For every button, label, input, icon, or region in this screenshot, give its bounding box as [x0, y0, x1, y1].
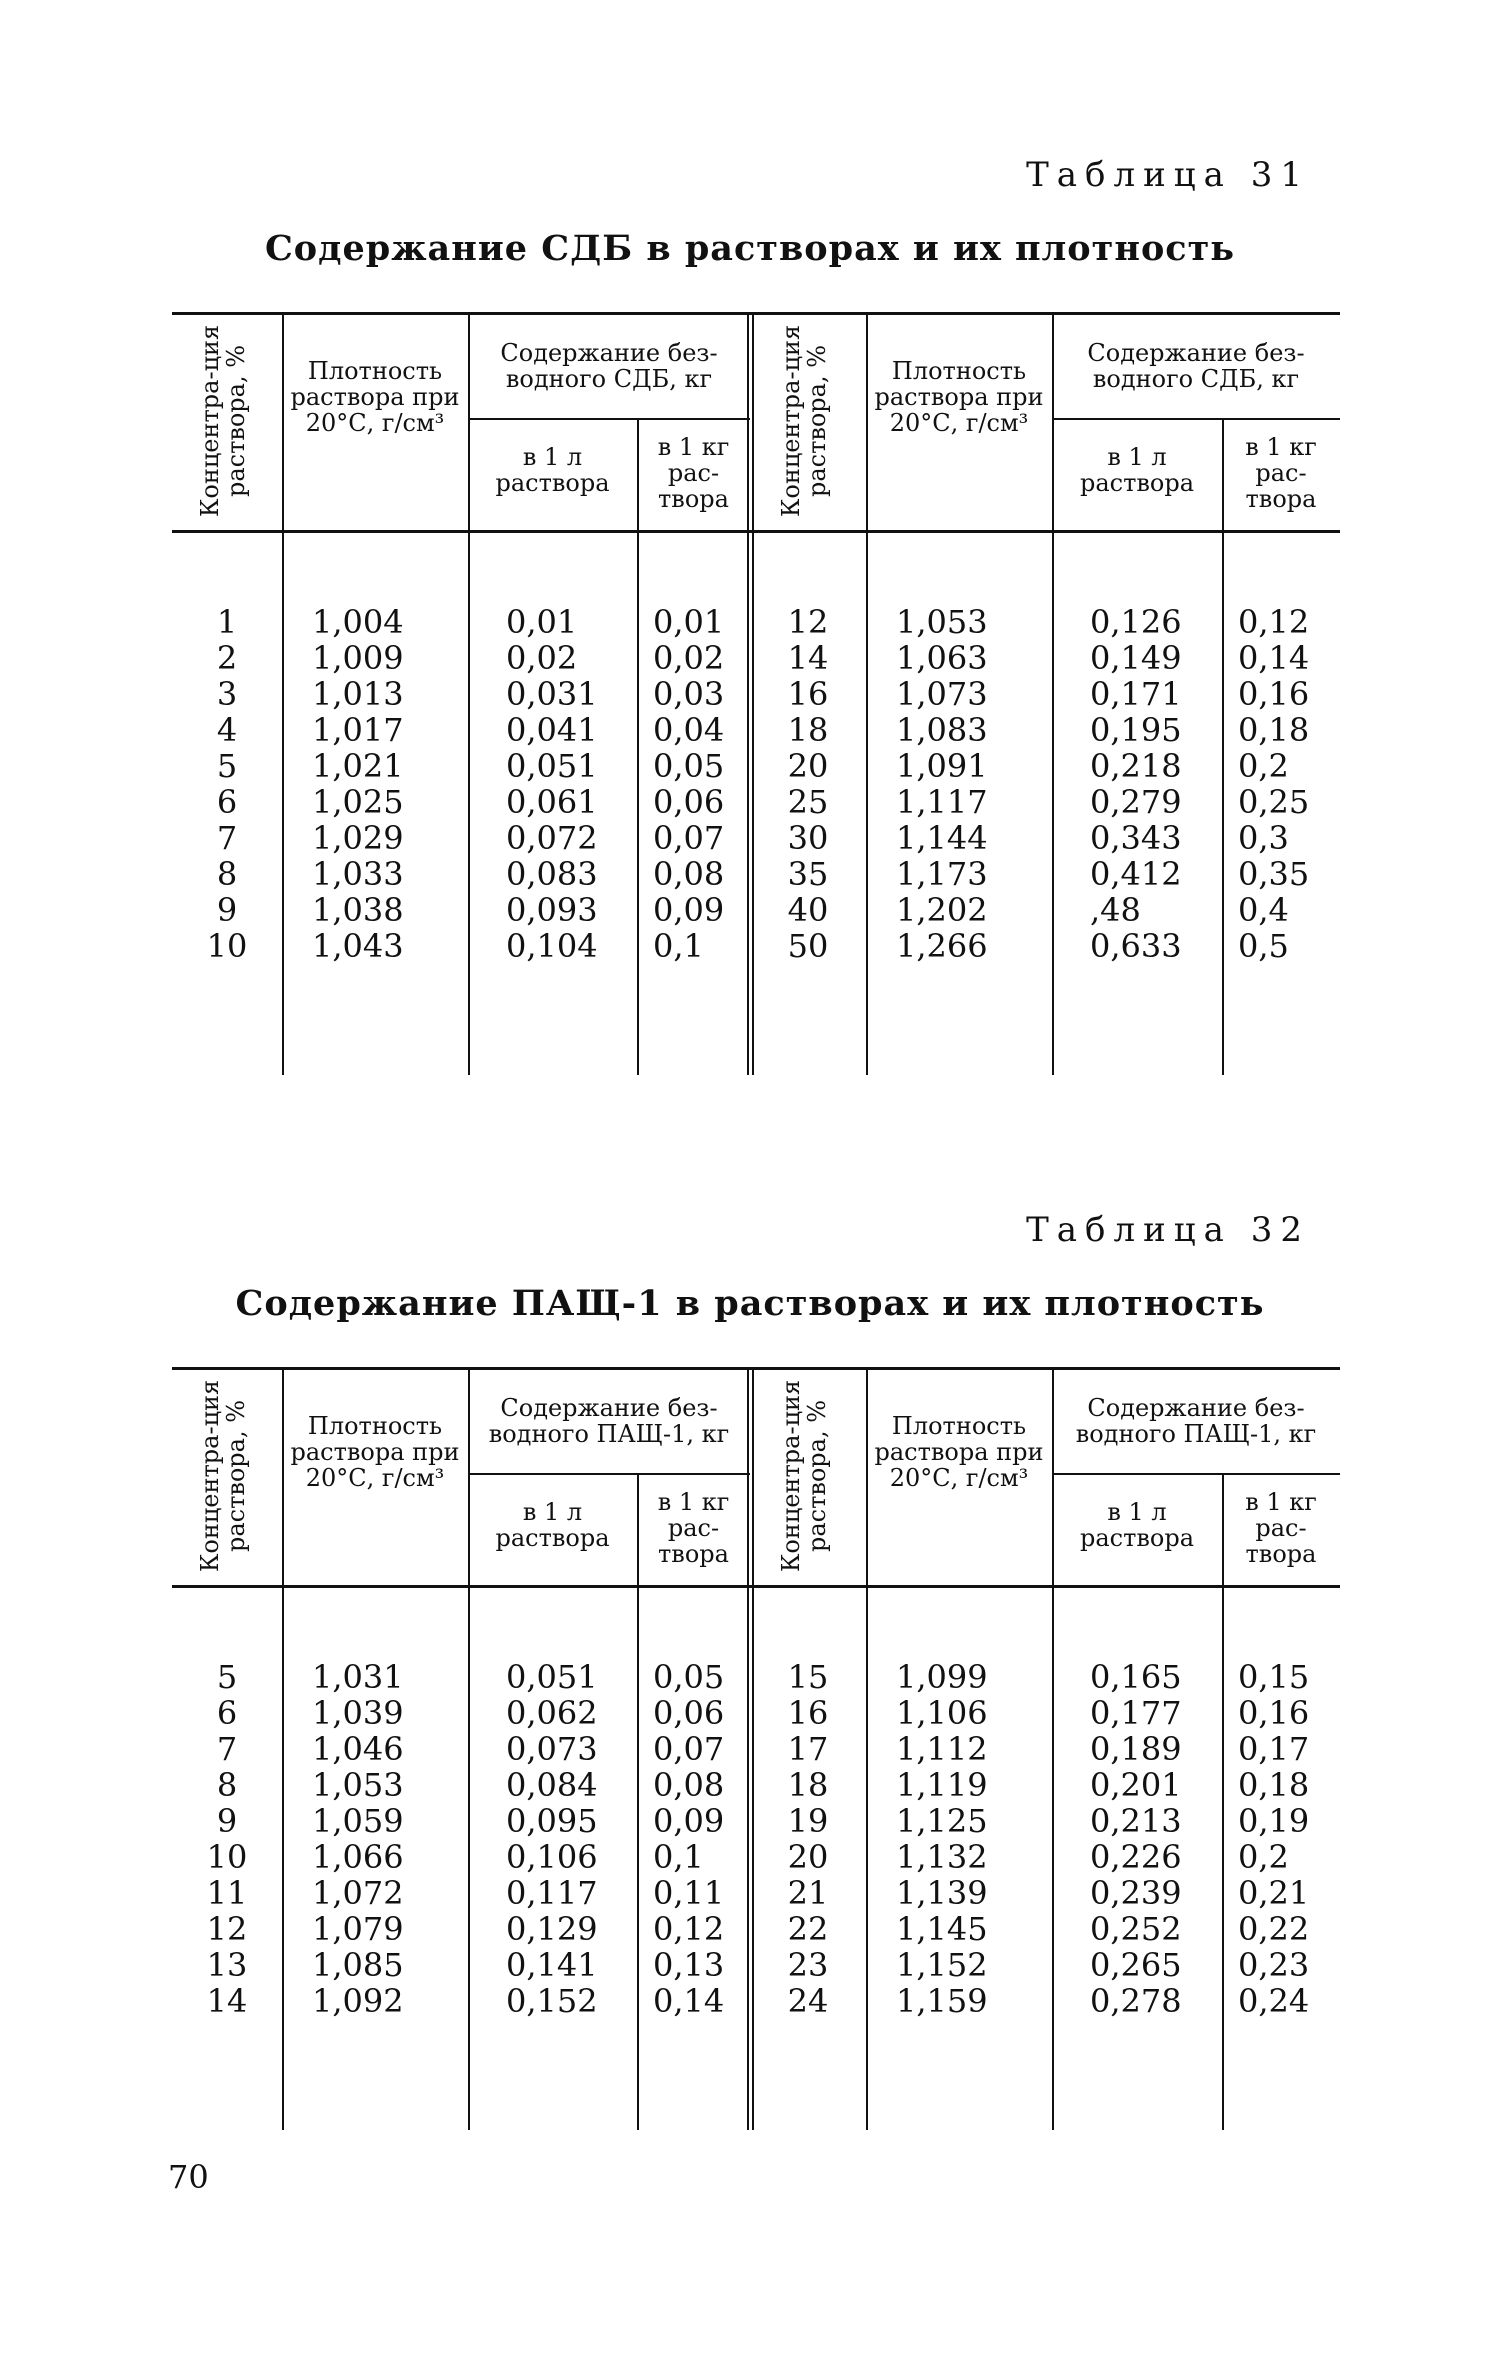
table-cell: 9 — [216, 891, 238, 929]
table-cell: 0,1 — [653, 927, 704, 965]
column-conc-right — [754, 604, 862, 964]
column-density-left — [312, 604, 458, 964]
table-cell: 1,025 — [312, 783, 404, 821]
table-cell: 1,004 — [312, 603, 404, 641]
table-cell: 0,07 — [653, 1730, 725, 1768]
column-rule — [866, 1367, 868, 2130]
table-cell: 0,062 — [506, 1694, 598, 1732]
table-cell: 1,053 — [896, 603, 988, 641]
column-density-left — [312, 1659, 458, 2019]
table-cell: 0,08 — [653, 855, 725, 893]
table-cell: 4 — [216, 711, 238, 749]
table-cell: 10 — [206, 1838, 248, 1876]
column-conc-left — [176, 1659, 278, 2019]
table-cell: 0,141 — [506, 1946, 598, 1984]
table-cell: 1,085 — [312, 1946, 404, 1984]
table-cell: 0,073 — [506, 1730, 598, 1768]
table-cell: 14 — [787, 639, 829, 677]
table-cell: 0,265 — [1090, 1946, 1182, 1984]
table-cell: 30 — [787, 819, 829, 857]
table-cell: 0,218 — [1090, 747, 1182, 785]
table-cell: 1,033 — [312, 855, 404, 893]
table-cell: 18 — [787, 1766, 829, 1804]
table-label: Таблица 32 — [1026, 1210, 1310, 1250]
table-cell: 0,117 — [506, 1874, 598, 1912]
table-cell: 12 — [206, 1910, 248, 1948]
table-cell: 0,04 — [653, 711, 725, 749]
column-rule — [282, 312, 284, 1075]
subheader-rule — [1052, 418, 1340, 420]
subheader-rule — [1052, 1473, 1340, 1475]
table-cell: 1,091 — [896, 747, 988, 785]
column-per_l-right — [1090, 1659, 1220, 2019]
table-cell: 0,226 — [1090, 1838, 1182, 1876]
header-concentration: Концентра-ция раствора, % — [777, 1379, 831, 1573]
table-cell: 0,09 — [653, 891, 725, 929]
table-cell: 0,412 — [1090, 855, 1182, 893]
table-cell: 0,13 — [653, 1946, 725, 1984]
table-cell: 0,21 — [1238, 1874, 1310, 1912]
table-cell: 1,099 — [896, 1658, 988, 1696]
header-per-liter: в 1 л раствора — [1079, 443, 1195, 497]
header-rule — [172, 1585, 1340, 1588]
table-cell: 6 — [216, 1694, 238, 1732]
table-cell: 5 — [216, 1658, 238, 1696]
header-content: Содержание без-водного ПАЩ-1, кг — [1075, 1394, 1317, 1448]
table-cell: 0,165 — [1090, 1658, 1182, 1696]
column-rule — [282, 1367, 284, 2130]
table-cell: 50 — [787, 927, 829, 965]
table-cell: 23 — [787, 1946, 829, 1984]
table-cell: 0,083 — [506, 855, 598, 893]
table-cell: 1,145 — [896, 1910, 988, 1948]
table-cell: 40 — [787, 891, 829, 929]
table-cell: 1,043 — [312, 927, 404, 965]
column-per_l-left — [506, 1659, 635, 2019]
table-cell: 1,009 — [312, 639, 404, 677]
column-per_l-right — [1090, 604, 1220, 964]
table-cell: 0,149 — [1090, 639, 1182, 677]
table-cell: 1,083 — [896, 711, 988, 749]
table-cell: 20 — [787, 1838, 829, 1876]
table-cell: 0,06 — [653, 1694, 725, 1732]
table-cell: 0,195 — [1090, 711, 1182, 749]
table-cell: 13 — [206, 1946, 248, 1984]
table-cell: 11 — [206, 1874, 248, 1912]
table-cell: 0,633 — [1090, 927, 1182, 965]
table-cell: 0,095 — [506, 1802, 598, 1840]
table-cell: 0,343 — [1090, 819, 1182, 857]
double-column-rule — [747, 1367, 754, 2130]
table-cell: 1,072 — [312, 1874, 404, 1912]
table-cell: 0,11 — [653, 1874, 725, 1912]
column-per_kg-left — [653, 1659, 746, 2019]
header-content: Содержание без-водного СДБ, кг — [1087, 339, 1305, 393]
table-cell: 0,213 — [1090, 1802, 1182, 1840]
table-cell: 0,031 — [506, 675, 598, 713]
table-cell: 0,25 — [1238, 783, 1310, 821]
table-cell: 17 — [787, 1730, 829, 1768]
table-cell: 1,119 — [896, 1766, 988, 1804]
table-cell: 0,051 — [506, 1658, 598, 1696]
table-cell: 1,202 — [896, 891, 988, 929]
table-cell: 0,126 — [1090, 603, 1182, 641]
header-density: Плотность раствора при 20°С, г/см³ — [874, 357, 1044, 437]
table-title: Содержание СДБ в растворах и их плотность — [264, 228, 1236, 269]
table-cell: 1,092 — [312, 1982, 404, 2020]
table-cell: 0,093 — [506, 891, 598, 929]
table-cell: 0,16 — [1238, 675, 1310, 713]
table-cell: 1,038 — [312, 891, 404, 929]
table-cell: 0,15 — [1238, 1658, 1310, 1696]
table-cell: 19 — [787, 1802, 829, 1840]
table-cell: 0,02 — [506, 639, 578, 677]
table-cell: 1,073 — [896, 675, 988, 713]
table-cell: 0,084 — [506, 1766, 598, 1804]
table-cell: 12 — [787, 603, 829, 641]
table-cell: 24 — [787, 1982, 829, 2020]
table-cell: 0,14 — [653, 1982, 725, 2020]
table-cell: 1,021 — [312, 747, 404, 785]
header-density: Плотность раствора при 20°С, г/см³ — [290, 357, 460, 437]
table-cell: 1,132 — [896, 1838, 988, 1876]
table-cell: 16 — [787, 675, 829, 713]
table-cell: 0,5 — [1238, 927, 1289, 965]
table-cell: 1,031 — [312, 1658, 404, 1696]
table-cell: 0,252 — [1090, 1910, 1182, 1948]
table-cell: 0,18 — [1238, 1766, 1310, 1804]
table-cell: 0,12 — [1238, 603, 1310, 641]
table-cell: 0,03 — [653, 675, 725, 713]
table-cell: 0,239 — [1090, 1874, 1182, 1912]
header-per-kg: в 1 кг рас-твора — [657, 433, 730, 513]
table-cell: 1,063 — [896, 639, 988, 677]
table-cell: 0,14 — [1238, 639, 1310, 677]
table-cell: 0,129 — [506, 1910, 598, 1948]
table-cell: 0,08 — [653, 1766, 725, 1804]
table-cell: 0,06 — [653, 783, 725, 821]
table-cell: 1,173 — [896, 855, 988, 893]
table-cell: 20 — [787, 747, 829, 785]
table-cell: 0,19 — [1238, 1802, 1310, 1840]
table-cell: 35 — [787, 855, 829, 893]
header-concentration: Концентра-ция раствора, % — [196, 324, 250, 518]
table-cell: 18 — [787, 711, 829, 749]
column-density-right — [896, 604, 1042, 964]
table-cell: 0,07 — [653, 819, 725, 857]
table-cell: 0,01 — [653, 603, 725, 641]
table-cell: 0,278 — [1090, 1982, 1182, 2020]
header-per-liter: в 1 л раствора — [495, 1498, 610, 1552]
table-cell: 1,059 — [312, 1802, 404, 1840]
column-conc-left — [176, 604, 278, 964]
table-cell: 0,061 — [506, 783, 598, 821]
table-cell: 1,152 — [896, 1946, 988, 1984]
column-density-right — [896, 1659, 1042, 2019]
header-rule — [172, 530, 1340, 533]
table-cell: 0,4 — [1238, 891, 1289, 929]
table-cell: 21 — [787, 1874, 829, 1912]
table-cell: 0,051 — [506, 747, 598, 785]
column-rule — [1052, 1367, 1054, 2130]
column-rule — [1222, 418, 1224, 1075]
table-cell: 0,12 — [653, 1910, 725, 1948]
header-per-liter: в 1 л раствора — [495, 443, 610, 497]
table-cell: 0,18 — [1238, 711, 1310, 749]
table-cell: 22 — [787, 1910, 829, 1948]
table-cell: 0,02 — [653, 639, 725, 677]
column-rule — [866, 312, 868, 1075]
table-cell: 15 — [787, 1658, 829, 1696]
table-cell: 3 — [216, 675, 238, 713]
table-cell: 0,23 — [1238, 1946, 1310, 1984]
table-cell: 1,117 — [896, 783, 988, 821]
column-rule — [637, 1473, 639, 2130]
column-rule — [1222, 1473, 1224, 2130]
table-cell: 0,152 — [506, 1982, 598, 2020]
column-per_kg-left — [653, 604, 746, 964]
table-cell: 6 — [216, 783, 238, 821]
table-cell: 1,139 — [896, 1874, 988, 1912]
table-cell: 1,013 — [312, 675, 404, 713]
header-concentration: Концентра-ция раствора, % — [196, 1379, 250, 1573]
column-per_kg-right — [1238, 1659, 1336, 2019]
table-cell: 0,16 — [1238, 1694, 1310, 1732]
table-cell: 0,01 — [506, 603, 578, 641]
column-per_l-left — [506, 604, 635, 964]
table-cell: 0,189 — [1090, 1730, 1182, 1768]
table-cell: 8 — [216, 1766, 238, 1804]
table-cell: 0,3 — [1238, 819, 1289, 857]
header-content: Содержание без-водного ПАЩ-1, кг — [488, 1394, 730, 1448]
table-cell: 1,112 — [896, 1730, 988, 1768]
table-cell: 1,066 — [312, 1838, 404, 1876]
table-cell: 1,039 — [312, 1694, 404, 1732]
header-per-kg: в 1 кг рас-твора — [1245, 1488, 1317, 1568]
table-cell: 1,017 — [312, 711, 404, 749]
table-cell: 1,029 — [312, 819, 404, 857]
table-cell: 16 — [787, 1694, 829, 1732]
table-cell: 0,05 — [653, 1658, 725, 1696]
table-cell: 10 — [206, 927, 248, 965]
table-cell: 1,159 — [896, 1982, 988, 2020]
double-column-rule — [747, 312, 754, 1075]
column-rule — [637, 418, 639, 1075]
table-cell: 9 — [216, 1802, 238, 1840]
table-cell: 0,22 — [1238, 1910, 1310, 1948]
table-cell: 1,046 — [312, 1730, 404, 1768]
table-cell: ,48 — [1090, 891, 1141, 929]
table-cell: 0,1 — [653, 1838, 704, 1876]
subheader-rule — [468, 1473, 750, 1475]
table-cell: 0,104 — [506, 927, 598, 965]
table-cell: 8 — [216, 855, 238, 893]
table-cell: 1,079 — [312, 1910, 404, 1948]
table-cell: 0,2 — [1238, 1838, 1289, 1876]
table-cell: 7 — [216, 819, 238, 857]
table-cell: 1 — [216, 603, 238, 641]
table-cell: 0,201 — [1090, 1766, 1182, 1804]
table-cell: 14 — [206, 1982, 248, 2020]
table-cell: 5 — [216, 747, 238, 785]
table-cell: 0,17 — [1238, 1730, 1310, 1768]
table-cell: 7 — [216, 1730, 238, 1768]
table-cell: 0,106 — [506, 1838, 598, 1876]
table-cell: 0,2 — [1238, 747, 1289, 785]
table-cell: 0,072 — [506, 819, 598, 857]
top-rule — [172, 1367, 1340, 1370]
top-rule — [172, 312, 1340, 315]
table-cell: 1,144 — [896, 819, 988, 857]
table-cell: 0,041 — [506, 711, 598, 749]
table-cell: 1,053 — [312, 1766, 404, 1804]
column-rule — [468, 312, 470, 1075]
table-cell: 0,177 — [1090, 1694, 1182, 1732]
table-cell: 25 — [787, 783, 829, 821]
table-title: Содержание ПАЩ-1 в растворах и их плотность — [235, 1283, 1265, 1324]
table-cell: 0,35 — [1238, 855, 1310, 893]
subheader-rule — [468, 418, 750, 420]
column-conc-right — [754, 1659, 862, 2019]
table-cell: 1,125 — [896, 1802, 988, 1840]
table-cell: 1,106 — [896, 1694, 988, 1732]
table-cell: 0,05 — [653, 747, 725, 785]
column-rule — [468, 1367, 470, 2130]
table-cell: 0,279 — [1090, 783, 1182, 821]
header-per-liter: в 1 л раствора — [1079, 1498, 1195, 1552]
page-number: 70 — [168, 2158, 209, 2196]
column-rule — [1052, 312, 1054, 1075]
table-cell: 0,24 — [1238, 1982, 1310, 2020]
column-per_kg-right — [1238, 604, 1336, 964]
table-cell: 0,09 — [653, 1802, 725, 1840]
table-cell: 1,266 — [896, 927, 988, 965]
header-per-kg: в 1 кг рас-твора — [657, 1488, 730, 1568]
header-density: Плотность раствора при 20°С, г/см³ — [874, 1412, 1044, 1492]
header-content: Содержание без-водного СДБ, кг — [500, 339, 718, 393]
header-concentration: Концентра-ция раствора, % — [777, 324, 831, 518]
header-per-kg: в 1 кг рас-твора — [1245, 433, 1317, 513]
table-label: Таблица 31 — [1026, 155, 1310, 195]
table-cell: 0,171 — [1090, 675, 1182, 713]
header-density: Плотность раствора при 20°С, г/см³ — [290, 1412, 460, 1492]
table-cell: 2 — [216, 639, 238, 677]
